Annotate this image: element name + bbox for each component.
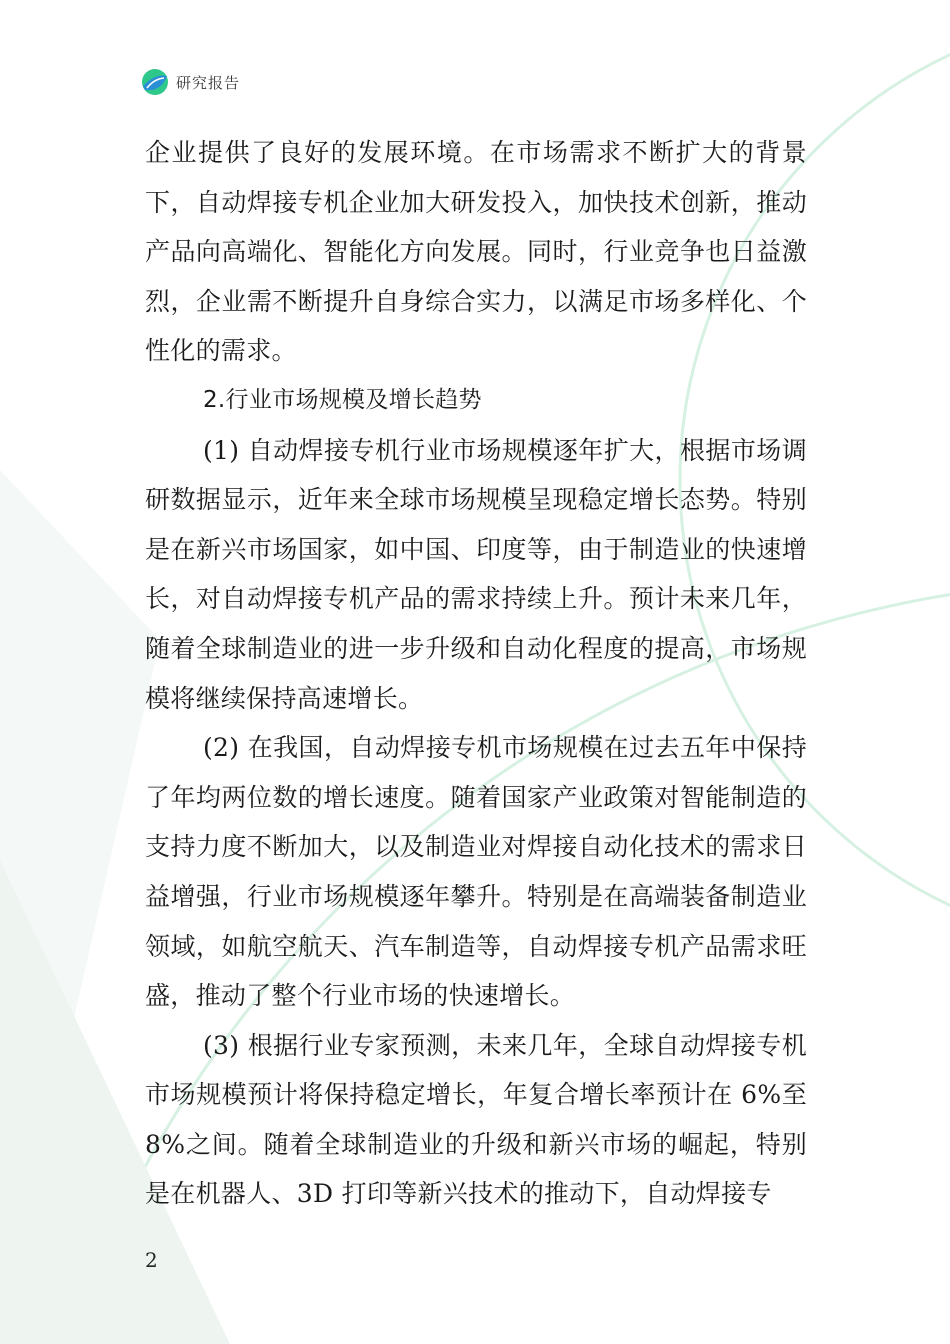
section-heading: 2.行业市场规模及增长趋势 (203, 386, 482, 413)
paragraph-3: (3) 根据行业专家预测，未来几年，全球自动焊接专机市场规模预计将保持稳定增长，年复合增长率预计在 6%至 8%之间。随着全球制造业的升级和新兴市场的崛起，特别是在机器人、3D 打印等新兴技术的推动下，自动焊接专 (145, 1030, 807, 1209)
paragraph-intro: 企业提供了良好的发展环境。在市场需求不断扩大的背景下，自动焊接专机企业加大研发投入，加快技术创新，推动产品向高端化、智能化方向发展。同时，行业竞争也日益激烈，企业需不断提升自身综合实力，以满足市场多样化、个性化的需求。 (145, 138, 807, 366)
paragraph-1: (1) 自动焊接专机行业市场规模逐年扩大，根据市场调研数据显示，近年来全球市场规模呈现稳定增长态势。特别是在新兴市场国家，如中国、印度等，由于制造业的快速增长，对自动焊接专机产品的需求持续上升。预计未来几年，随着全球制造业的进一步升级和自动化程度的提高，市场规模将继续保持高速增长。 (145, 435, 807, 713)
leaf-logo-icon (140, 67, 170, 97)
report-header (140, 64, 240, 100)
header-title: 研究报告 (176, 73, 241, 92)
paragraph-2: (2) 在我国，自动焊接专机市场规模在过去五年中保持了年均两位数的增长速度。随着国家产业政策对智能制造的支持力度不断加大，以及制造业对焊接自动化技术的需求日益增强，行业市场规模逐年攀升。特别是在高端装备制造业领域，如航空航天、汽车制造等，自动焊接专机产品需求旺盛，推动了整个行业市场的快速增长。 (145, 733, 807, 1011)
page-number: 2 (145, 1248, 158, 1272)
document-body (145, 128, 807, 1219)
